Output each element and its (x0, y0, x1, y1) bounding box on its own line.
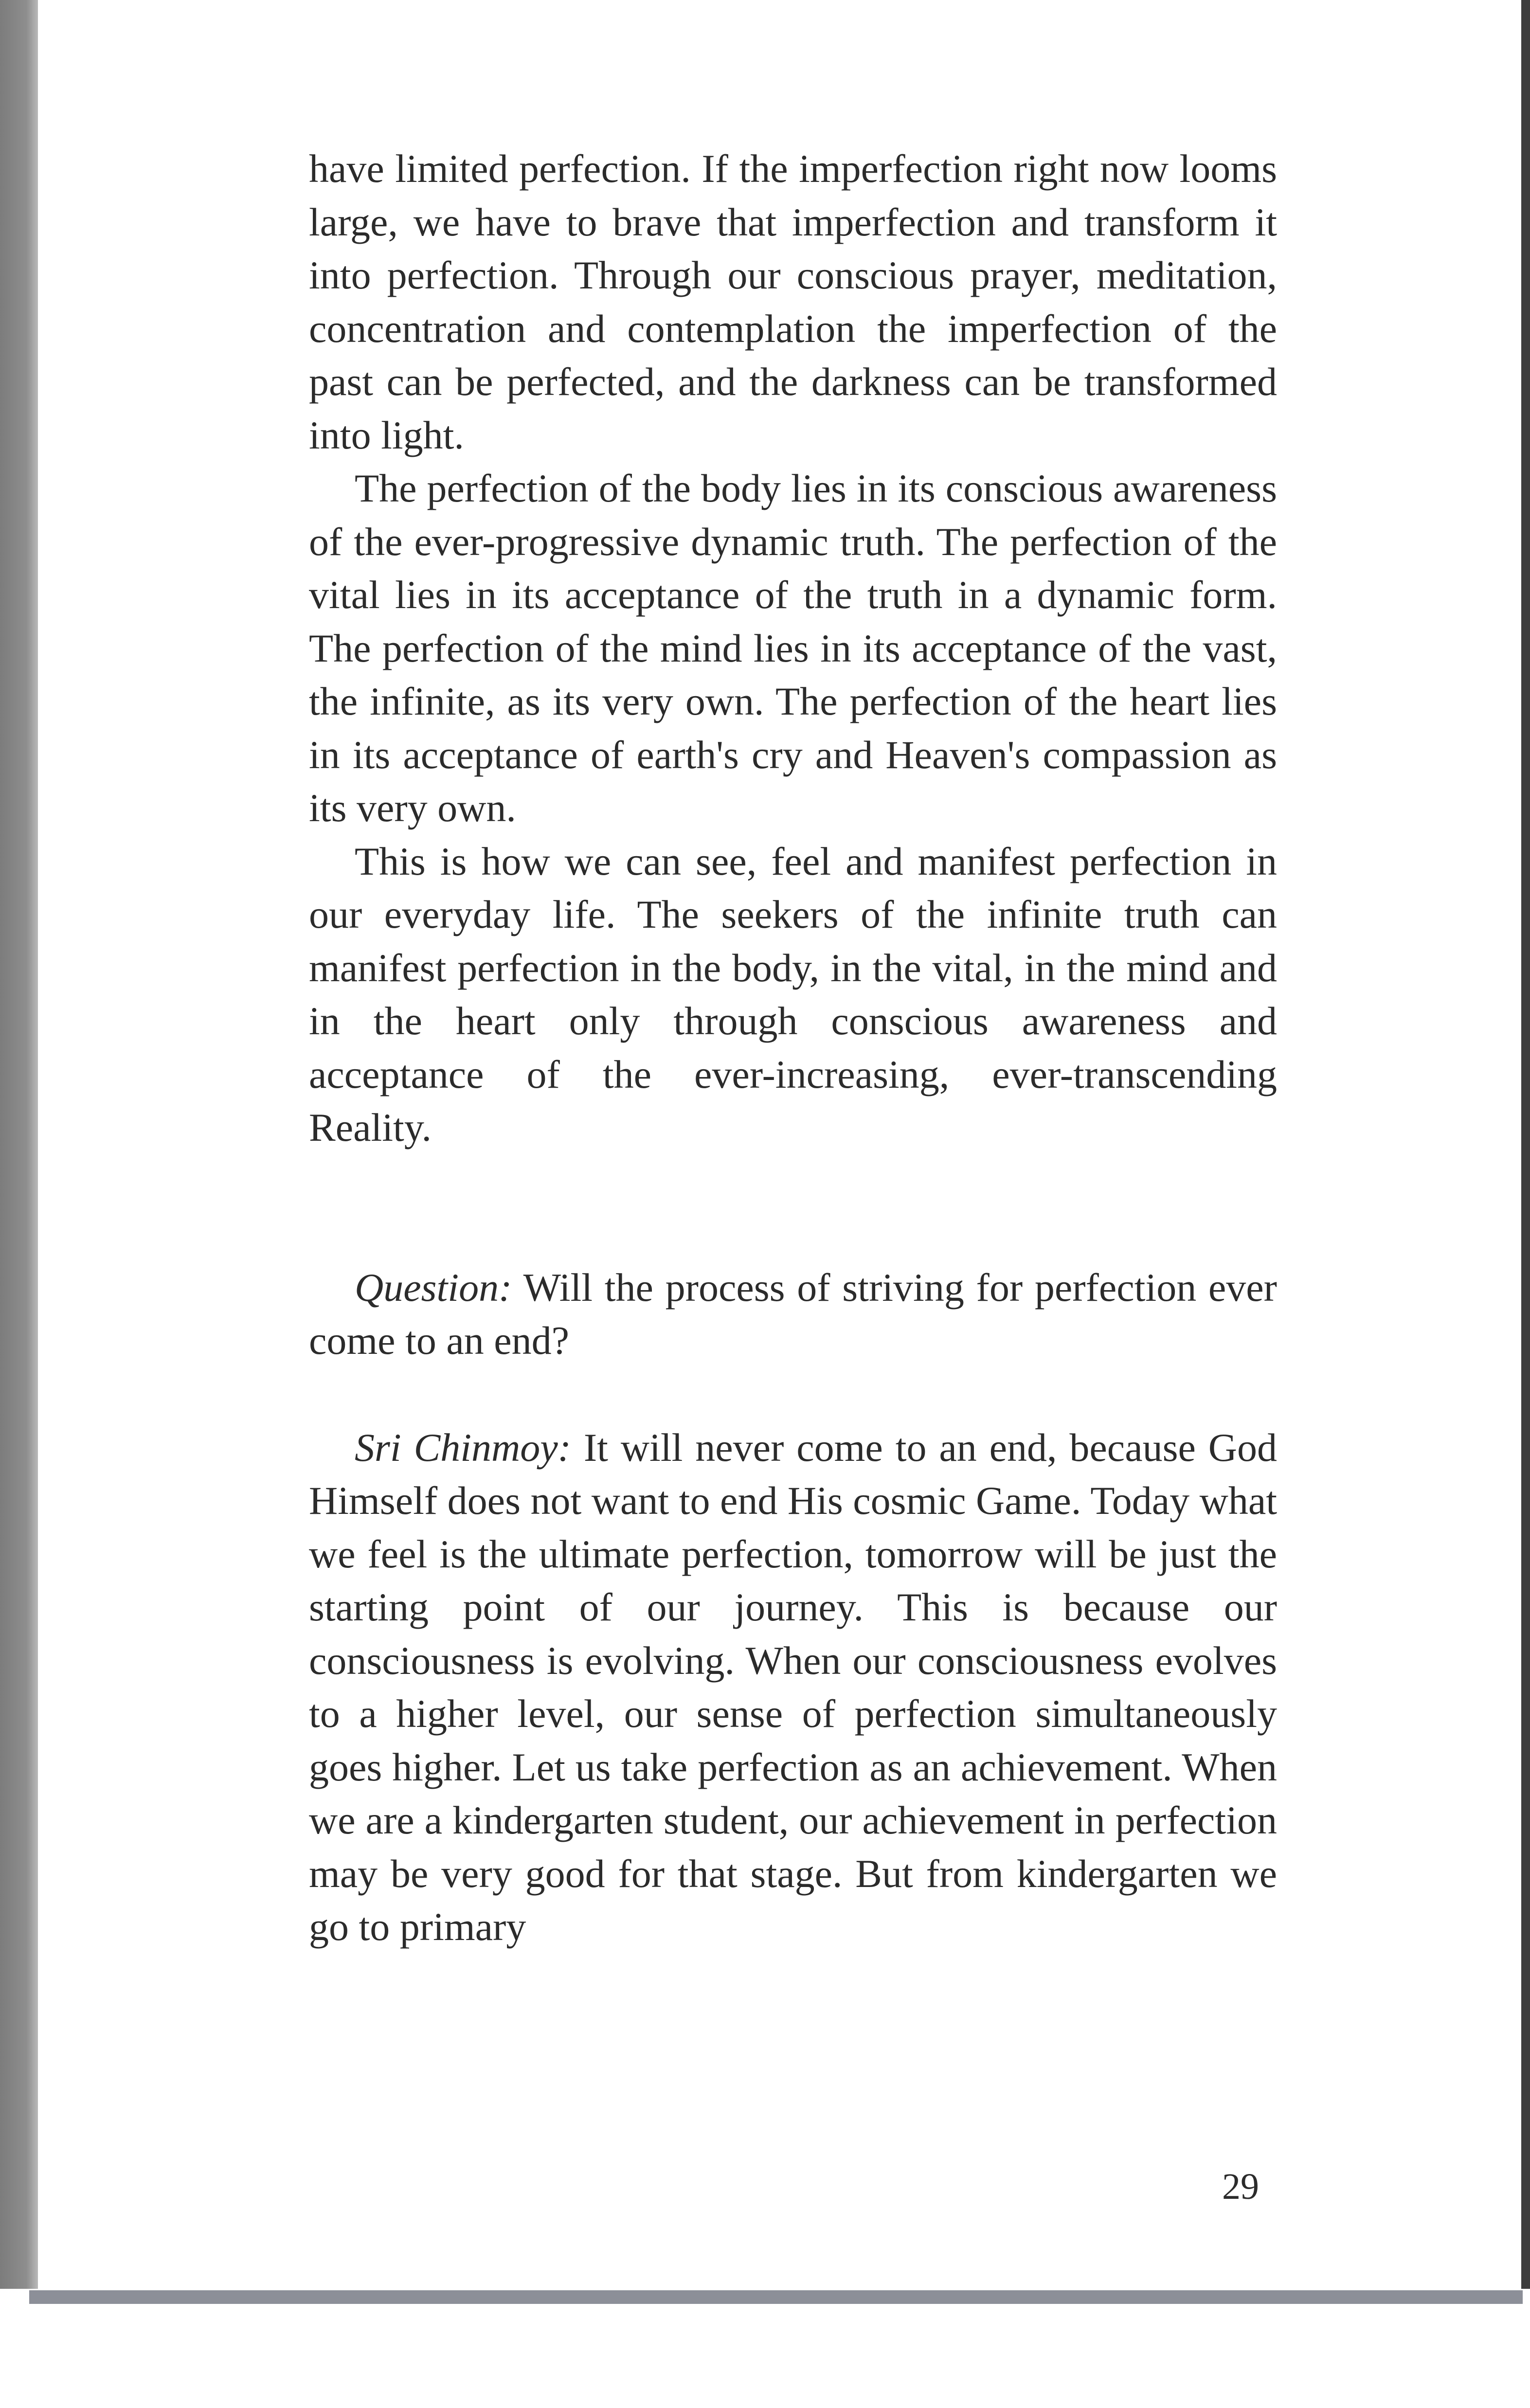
answer-paragraph (309, 1421, 1277, 1954)
answer-label: Sri Chinmoy: (355, 1425, 571, 1470)
qa-spacer (309, 1367, 1277, 1421)
question-text: Will the process of striving for perfection ever come to an end? (309, 1265, 1277, 1363)
section-spacer (309, 1154, 1277, 1261)
page-number: 29 (1222, 2166, 1259, 2207)
paragraph-2: The perfection of the body lies in its conscious awareness of the ever-progressive dynamic truth. The perfection of the vital lies in its acceptance of the truth in a dynamic form. The perfection of the mind lies in its acceptance of the vast, the infinite, as its very own. The perfection of the heart lies in its acceptance of earth's cry and Heaven's compassion as its very own. (309, 466, 1277, 830)
scan-shadow-bottom (29, 2290, 1523, 2304)
answer-text: It will never come to an end, because God Himself does not want to end His cosmic Game. Today what we feel is the ultimate perfection, tomorrow will be just the starting point of our journey. This is because our consciousness is evolving. When our consciousness evolves to a higher level, our sense of perfection simultaneously goes higher. Let us take perfection as an achievement. When we are a kindergarten student, our achievement in perfection may be very good for that stage. But from kindergarten we go to primary (309, 1425, 1278, 1949)
scan-margin-bottom (0, 2289, 1530, 2408)
body-text (309, 142, 1277, 1954)
question-paragraph (309, 1261, 1277, 1367)
question-label: Question: (355, 1265, 512, 1310)
scan-shadow-left (0, 0, 38, 2408)
paragraph-1: have limited perfection. If the imperfection right now looms large, we have to brave that imperfection and transform it into perfection. Through our conscious prayer, meditation, concentration and contemplation the imperfection of the past can be perfected, and the darkness can be transformed into light. (309, 146, 1277, 457)
scan-shadow-right (1521, 0, 1530, 2408)
paragraph-3: This is how we can see, feel and manifest perfection in our everyday life. The seekers of the infinite truth can manifest perfection in the body, in the vital, in the mind and in the heart only through conscious awareness and acceptance of the ever-increasing, ever-transcending Reality. (309, 839, 1277, 1150)
